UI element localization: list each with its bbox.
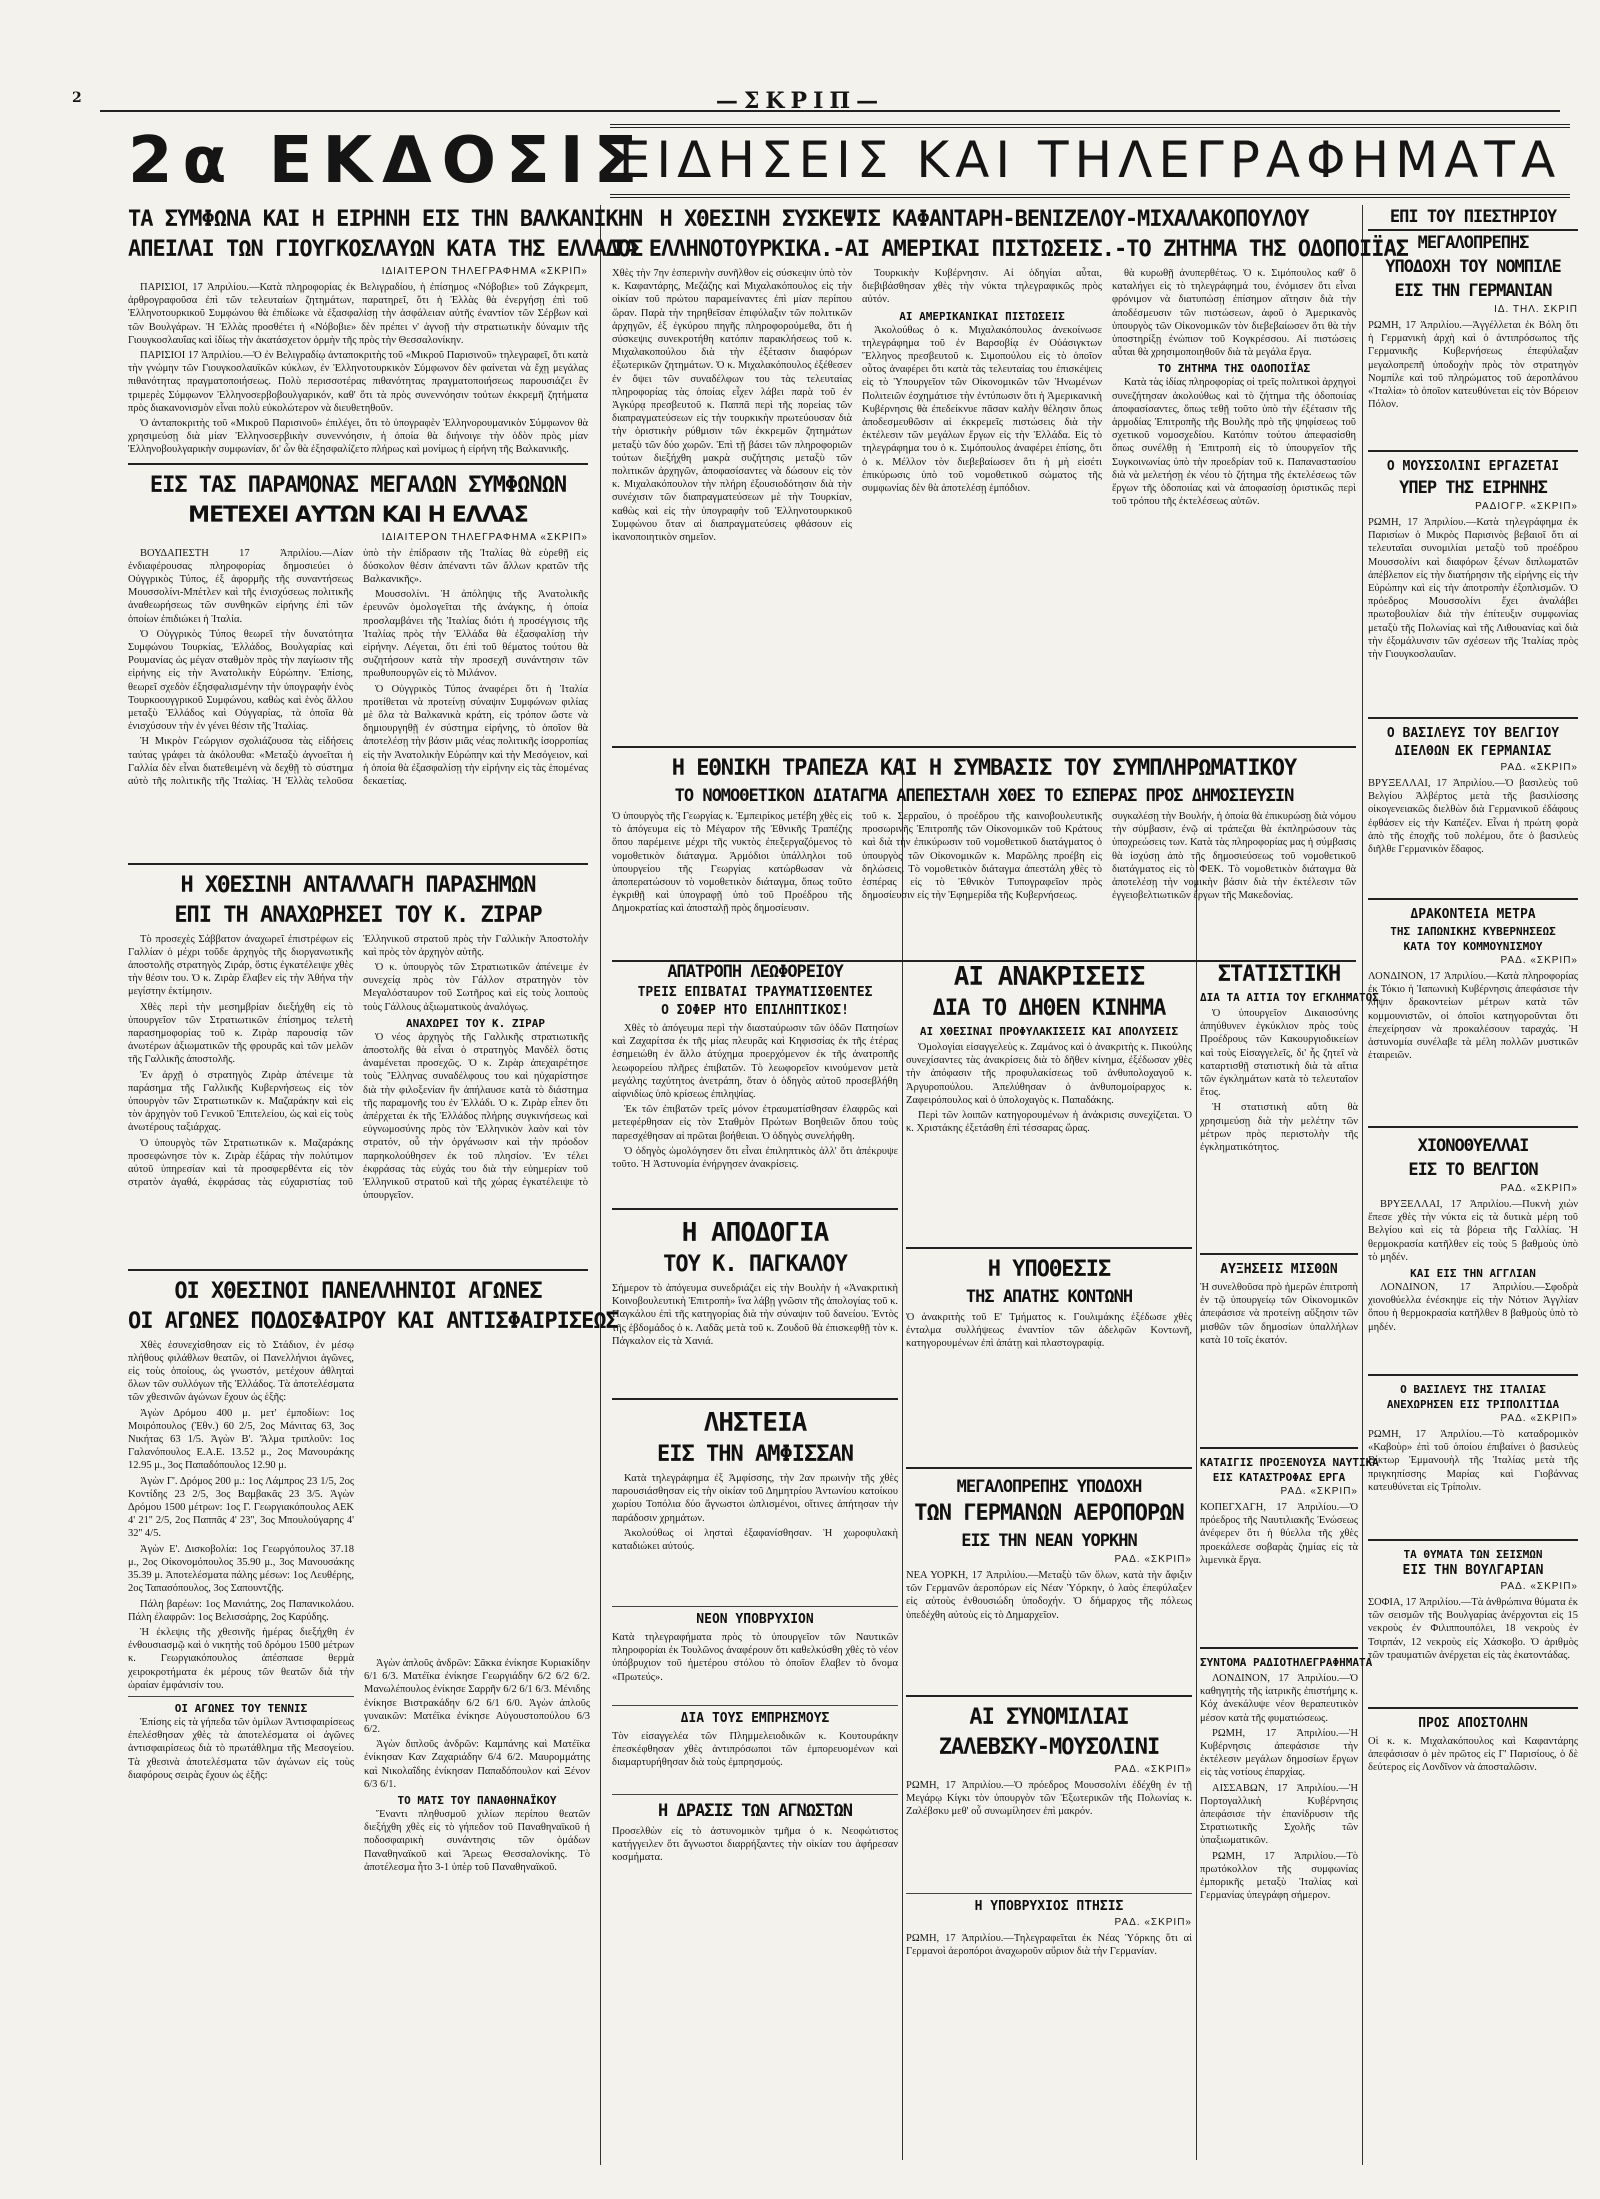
article-body <box>1368 1198 1578 1368</box>
article-headline: Η ΑΠΟΔΟΓΙΑ <box>681 1218 829 1248</box>
article-headline: ΣΥΝΤΟΜΑ ΡΑΔΙΟΤΗΛΕΓΡΑΦΗΜΑΤΑ <box>1200 1656 1373 1669</box>
section-rule <box>128 863 588 865</box>
paragraph: Περὶ τῶν λοιπῶν κατηγορουμένων ἡ ἀνάκρισις συνεχίζεται. Ὁ κ. Χριστάκης ἐξετάσθη ἐπὶ τέσσαρας ὥρας. <box>906 1110 1192 1135</box>
section-rule <box>1368 1374 1578 1376</box>
article-headline: ΜΕΓΑΛΟΠΡΕΠΗΣ <box>1417 233 1529 253</box>
paragraph: Κατὰ τὰς ἰδίας πληροφορίας οἱ τρεῖς πολιτικοὶ ἀρχηγοὶ συνεζήτησαν ἀκολούθως καὶ τὸ ζήτημα τῆς ὁδοποιίας ἀποφασίσαντες, ὅπως τεθῇ τοῦτο ὑπὸ τὴν ἐξέτασιν τῆς ἀρμοδίας Ἐπιτροπῆς τῆς Βουλῆς πρὸ τῆς ψηφίσεως τοῦ σχετικοῦ νομοσχεδίου. Κατόπιν τούτου ἀπεφασίσθη ὅπως συνέλθῃ ἡ Ἐπιτροπὴ εἰς τὸ ὑπουργεῖον τῆς Συγκοινωνίας ὑπὸ τὴν προεδρίαν τοῦ κ. Παπαναστασίου διὰ νὰ μελετήσῃ ἐκ νέου τὸ ζήτημα τῆς ἐκτελέσεως τῶν ἔργων τῆς ὁδοποιίας καὶ νὰ ἀποφασίσῃ ὁριστικῶς περὶ τοῦ τρόπου τῆς ἐκτελέσεως αὐτῶν. <box>1112 377 1356 508</box>
article-credit: ΡΑΔ. «ΣΚΡΙΠ» <box>1500 762 1578 773</box>
column-rule <box>902 760 903 2160</box>
section-rule <box>1368 450 1578 452</box>
article-headline: ΔΙΑ ΤΟ ΔΗΘΕΝ ΚΙΝΗΜΑ <box>932 996 1166 1021</box>
article-subheadline: ΤΟ ΝΟΜΟΘΕΤΙΚΟΝ ΔΙΑΤΑΓΜΑ ΑΠΕΠΕΣΤΑΛΗ ΧΘΕΣ ΤΟ ΕΣΠΕΡΑΣ ΠΡΟΣ ΔΗΜΟΣΙΕΥΣΙΝ <box>674 786 1294 806</box>
article-body: Ὁ ἀνακριτὴς τοῦ Ε' Τμήματος κ. Γουλιμάκης ἐξέδωσε χθὲς ἐνταλμα συλλήψεως ἐναντίον τῶν ἀδελφῶν Κοντωνῆ, κατηγορουμένων ἐπὶ ἀπάτῃ καὶ πλαστογραφίᾳ. <box>906 1312 1192 1350</box>
article-headline: Η ΥΠΟΘΕΣΙΣ <box>987 1257 1111 1282</box>
article-headline: Ο ΒΑΣΙΛΕΥΣ ΤΗΣ ΙΤΑΛΙΑΣ <box>1400 1383 1546 1396</box>
paragraph: Ὁ ὁδηγὸς ὡμολόγησεν ὅτι εἶναι ἐπιληπτικὸς ἀλλ' ὅτι ἀπέκρυψε τοῦτο. Ἡ Ἀστυνομία ἐνήργησεν ἀνακρίσεις. <box>612 1145 898 1171</box>
paragraph: Χθὲς τὸ ἀπόγευμα περὶ τὴν διασταύρωσιν τῶν ὁδῶν Πατησίων καὶ Ζαχαρίτσα ἐκ τῆς μίας πλευρᾶς καὶ Κηφισσίας ἐκ τῆς ἑτέρας ἐσημειώθη ἐν ἄλλο ἀτύχημα προερχόμενον ἐκ τῆς ἀνατροπῆς λεωφορείου πλῆρες ἐπιβατῶν. Τὸ λεωφορεῖον κινούμενον μετὰ μεγάλης ταχύτητος ἀνετράπη, ὅταν ὁ ὁδηγὸς αὐτοῦ προσεβλήθη αἰφνιδίως ὑπὸ κρίσεως ἐπιληψίας. <box>612 1023 898 1101</box>
article-headline: ΤΡΕΙΣ ΕΠΙΒΑΤΑΙ ΤΡΑΥΜΑΤΙΣΘΕΝΤΕΣ <box>637 985 873 1000</box>
article-credit: ΡΑΔΙΟΓΡ. «ΣΚΡΙΠ» <box>1475 501 1578 512</box>
article-headline: Ο ΣΟΦΕΡ ΗΤΟ ΕΠΙΛΗΠΤΙΚΟΣ! <box>661 1003 849 1018</box>
paragraph: Κατὰ τηλεγράφημα ἐξ Ἀμφίσσης, τὴν 2αν πρωινὴν τῆς χθὲς παρουσιάσθησαν εἰς τὴν οἰκίαν τοῦ Δημητρίου Ἀντωνίου κατοίκου χωρίου Τοπόλια δύο ἄγνωστοι ὡπλισμένοι, οἵτινες ἀπήτησαν τὴν παράδοσιν χρημάτων. <box>612 1473 898 1524</box>
article-body <box>906 1041 1192 1241</box>
paragraph: Ἐπίσης εἰς τὰ γήπεδα τῶν ὁμίλων Ἀντισφαιρίσεως ἐπελέσθησαν χθὲς τὰ ἀποτελέσματα οἱ ἀγῶνες ἀντισφαιρίσεως διὰ τὸ πρωτάθλημα τῆς Μεσογείου. Τὰ χθεσινὰ ἀποτελέσματα τῶν ἀγώνων εἰς τοὺς διαφόρους σειρὰς ἔχουν ὡς ἑξῆς: <box>128 1716 354 1781</box>
article-body <box>128 547 588 857</box>
article-headline: ΧΙΟΝΟΘΥΕΛΛΑΙ <box>1417 1136 1529 1156</box>
article-credit: ΙΔΙΑΙΤΕΡΟΝ ΤΗΛΕΓΡΑΦΗΜΑ «ΣΚΡΙΠ» <box>381 266 588 277</box>
section-rule <box>1368 1539 1578 1541</box>
paragraph: Ἀκολούθως οἱ λησταὶ ἐξαφανίσθησαν. Ἡ χωροφυλακὴ καταδιώκει αὐτούς. <box>612 1527 898 1553</box>
article-body: ΣΟΦΙΑ, 17 Ἀπριλίου.—Τὰ ἀνθρώπινα θύματα ἐκ τῶν σεισμῶν τῆς Βουλγαρίας ἀνέρχονται εἰς 15 νεκροὺς ἐν Φιλιππουπόλει, 18 νεκροὺς ἐν Τσιρπάν, 12 νεκροὺς εἰς Χάσκοβο. Ὁ ἀριθμὸς τῶν τραυματιῶν ἀνέρχεται εἰς τὰς ἑκατοντάδας. <box>1368 1597 1578 1661</box>
article-headline: ΠΡΟΣ ΑΠΟΣΤΟΛΗΝ <box>1418 1716 1528 1731</box>
article-credit: ΙΔ. ΤΗΛ. ΣΚΡΙΠ <box>1494 304 1578 315</box>
article-headline: Η ΧΘΕΣΙΝΗ ΑΝΤΑΛΛΑΓΗ ΠΑΡΑΣΗΜΩΝ <box>180 872 536 898</box>
article-body: ΛΟΝΔΙΝΟΝ, 17 Ἀπριλίου.—Κατὰ πληροφορίας ἐκ Τόκιο ἡ Ἰαπωνικὴ Κυβέρνησις ἀπεφάσισε τὴν λῆψιν δρακοντείων μέτρων κατὰ τῶν κομμουνιστῶν, οἱ ὁποῖοι κατηγοροῦνται ὅτι ἐπεχείρησαν νὰ προκαλέσουν ταραχάς. Ἡ ἀστυνομία συνέλαβε τὰ μέλη πολλῶν μυστικῶν ἑταιρειῶν. <box>1368 971 1578 1062</box>
paragraph: ΡΩΜΗ, 17 Ἀπριλίου.—Ἡ Κυβέρνησις ἀπεφάσισε τὴν ἐκτέλεσιν μεγάλων δημοσίων ἔργων εἰς τὰς νοτίους ἐπαρχίας. <box>1200 1727 1358 1779</box>
section-rule <box>1368 717 1578 719</box>
article-subheadline: ΑΙ ΧΘΕΣΙΝΑΙ ΠΡΟΦΥΛΑΚΙΣΕΙΣ ΚΑΙ ΑΠΟΛΥΣΕΙΣ <box>919 1025 1179 1038</box>
article-body: Σήμερον τὸ ἀπόγευμα συνεδριάζει εἰς τὴν Βουλὴν ἡ «Ἀνακριτικὴ Κοινοβουλευτικὴ Ἐπιτροπὴ» ἵνα λάβῃ γνῶσιν τῆς ἀπολογίας τοῦ κ. Παγκάλου ἐπὶ τῆς κατηγορίας διὰ τὴν σύναψιν τοῦ δανείου. Ἐντὸς τῆς ἑβδομάδος ὁ κ. Λαδᾶς μετὰ τοῦ κ. Ζουδοῦ θὰ ἐπισκεφθῇ τὸν κ. Πάγκαλον εἰς τὰ Χανιά. <box>612 1283 898 1347</box>
article-headline: ΔΙΑ ΤΟΥΣ ΕΜΠΡΗΣΜΟΥΣ <box>680 1711 830 1726</box>
article-headline: ΕΠΙ ΤΗ ΑΝΑΧΩΡΗΣΕΙ ΤΟΥ Κ. ΖΙΡΑΡ <box>174 902 542 928</box>
article-headline: ΜΕΤΕΧΕΙ ΑΥΤΩΝ ΚΑΙ Η ΕΛΛΑΣ <box>188 502 528 528</box>
article-headline: Ο ΒΑΣΙΛΕΥΣ ΤΟΥ ΒΕΛΓΙΟΥ <box>1386 726 1560 741</box>
article-headline: Ο ΜΟΥΣΣΟΛΙΝΙ ΕΡΓΑΖΕΤΑΙ <box>1386 459 1560 474</box>
article-body: ΡΩΜΗ, 17 Ἀπριλίου.—Ὁ πρόεδρος Μουσσολίνι ἐδέχθη ἐν τῇ Μεγάρῳ Κίγκι τὸν ὑπουργὸν τῶν Ἐξωτερικῶν τῆς Πολωνίας κ. Ζαλέβσκυ μεθ' οὗ συνωμίλησεν ἐπὶ μακρόν. <box>906 1780 1192 1818</box>
article-headline: ΝΕΟΝ ΥΠΟΒΡΥΧΙΟΝ <box>696 1612 814 1627</box>
paragraph: Ἀγὼν Γ'. Δρόμος 200 μ.: 1ος Λάμπρος 23 1/5, 2ος Κοντίδης 23 2/5, 3ος Βαμβακᾶς 23 3/5. Ἀγὼν Δρόμου 1500 μέτρων: 1ος Γ. Γεωργιακόπουλος ΑΕΚ 4' 21'' 2/5, 2ος Παππᾶς 4' 23'', 3ος Μπουλούγαρης 4' 32'' 4/5. <box>128 1475 354 1540</box>
paragraph: Ὁ ὑπουργὸς τῶν Στρατιωτικῶν κ. Μαζαράκης προσεφώνησε τὸν κ. Ζιρὰρ ἐξάρας τὴν πολύτιμον αὐτοῦ ὑπηρεσίαν καὶ τὰ προσφερθέντα εἰς τὸν στρατὸν ἀγαθά, ἐκφράσας τὰς εὐχαριστίας τοῦ Ἑλληνικοῦ στρατοῦ πρὸς τὴν Γαλλικὴν Ἀποστολὴν καὶ πρὸς τὸν ἀρχηγὸν αὐτῆς. <box>128 933 588 1189</box>
article-body <box>128 281 588 457</box>
article-headline: ΚΑΤΑΙΓΙΣ ΠΡΟΞΕΝΟΥΣΑ ΝΑΥΤΙΚΑ <box>1200 1456 1379 1469</box>
article-body: Τὸν εἰσαγγελέα τῶν Πλημμελειοδικῶν κ. Κουτουράκην ἐπεσκέφθησαν χθὲς ἀντιπρόσωποι τῶν ἐμπορευομένων καὶ διαμαρτυρήθησαν διὰ τοὺς ἐμπρησμούς. <box>612 1731 898 1769</box>
paragraph: Ὁμολογίαι εἰσαγγελεὺς κ. Ζαμάνος καὶ ὁ ἀνακριτὴς κ. Πικούλης συνεχίσαντες τὰς ἀνακρίσεις διὰ τὸ δῆθεν κίνημα, ἐξέδωσαν χθὲς τὴν ἀπόφασιν τῆς προφυλακίσεως τοῦ ἀνθυπολοχαγοῦ κ. Ἀργυροπούλου. Ἀπελύθησαν ὁ ἀνθυπομοίραρχος κ. Ζαφειρόπουλος καὶ ὁ ὑπολοχαγὸς κ. Παπαδάκης. <box>906 1042 1192 1106</box>
section-rule <box>128 1696 354 1697</box>
column-4 <box>1200 960 1379 2096</box>
section-rule <box>1368 1707 1578 1709</box>
paragraph: Ἀγὼν ἀπλοῦς ἀνδρῶν: Σᾶκκα ἐνίκησε Κυριακίδην 6/1 6/3. Ματέϊκα ἐνίκησε Γεωργιάδην 6/2 6/2 6/2. Μανωλέπουλος ἐνίκησε Σαρρῆν 6/2 6/1 6/3. Μένιδης ἐνίκησε Βιστρακάδην 6/2 6/1 6/0. Ἀγὼν ἀπλοῦς γυναικῶν: Ματέϊκα ἐνίκησε Αὐγουστοπούλου 6/3 6/2. <box>364 1658 590 1736</box>
paragraph: Τὸ προσεχὲς Σάββατον ἀναχωρεῖ ἐπιστρέφων εἰς Γαλλίαν ὁ μέχρι τοῦδε ἀρχηγὸς τῆς διοργανωτικῆς ἀποστολῆς στρατηγὸς Ζιράρ, ὅστις ἐγκατέλειψε χθὲς τὴν θέσιν του. Ὁ κ. Ζιρὰρ ἔλαβεν εἰς τὴν Ἀθήνα τὴν μεγίστην ἐκτίμησιν. <box>128 933 353 998</box>
article-body <box>1112 267 1356 707</box>
section-rule <box>612 746 1356 748</box>
article-headline: ΕΙΣ ΤΟ ΒΕΛΓΙΟΝ <box>1408 1160 1538 1180</box>
paragraph: Ἡ Μικρὸν Γεώργιον σχολιάζουσα τὰς εἰδήσεις ταύτας γράφει τὰ ἀκόλουθα: «Μεταξὺ ἀγνοεῖται ἡ Γαλλία δὲν εἶναι διατεθειμένη νὰ δεχθῇ τὸ σύστημα αὐτὸ τῆς πολιτικῆς τῆς Ἰταλίας. Ἡ Ἑλλὰς τελοῦσα ὑπὸ τὴν ἐπίδρασιν τῆς Ἰταλίας θὰ εὑρεθῇ εἰς δύσκολον θέσιν ἀπέναντι τῶν ἄλλων κρατῶν τῆς Βαλκανικῆς». <box>128 547 588 788</box>
subheading: ΟΙ ΑΓΩΝΕΣ ΤΟΥ ΤΕΝΝΙΣ <box>174 1701 308 1715</box>
article-headline: ΜΕΓΑΛΟΠΡΕΠΗΣ ΥΠΟΔΟΧΗ <box>956 1477 1142 1497</box>
subheading: ΤΟ ΜΑΤΣ ΤΟΥ ΠΑΝΑΘΗΝΑΪΚΟΥ <box>397 1794 557 1808</box>
article-credit: ΡΑΔ. «ΣΚΡΙΠ» <box>1280 1486 1358 1497</box>
article-body <box>862 267 1102 707</box>
paragraph: ΡΩΜΗ, 17 Ἀπριλίου.—Τὸ πρωτόκολλον τῆς συμφωνίας ἐμπορικῆς μεταξὺ Ἰταλίας καὶ Γερμανίας ὑπεγράφη σήμερον. <box>1200 1850 1358 1902</box>
article-subheadline: ΤΑ ΕΛΛΗΝΟΤΟΥΡΚΙΚΑ.-ΑΙ ΑΜΕΡΙΚΑΙ ΠΙΣΤΩΣΕΙΣ.-ΤΟ ΖΗΤΗΜΑ ΤΗΣ ΟΔΟΠΟΙΪΑΣ <box>612 237 1408 262</box>
article-headline: ΕΙΣ ΤΗΝ ΒΟΥΛΓΑΡΙΑΝ <box>1402 1563 1544 1578</box>
article-headline: ΥΠΕΡ ΤΗΣ ΕΙΡΗΝΗΣ <box>1399 478 1547 498</box>
article-credit: ΡΑΔ. «ΣΚΡΙΠ» <box>1114 1917 1192 1928</box>
article-body: Προσελθὼν εἰς τὸ ἀστυνομικὸν τμῆμα ὁ κ. Νεοφώτιστος κατήγγειλεν ὅτι ἄγνωστοι διαρρήξαντες τὴν οἰκίαν του ἀφήρεσαν κοσμήματα. <box>612 1826 898 1864</box>
paragraph: Μουσσολίνι. Ἡ ἀπόληψις τῆς Ἀνατολικῆς ἐρευνῶν ὁμολογεῖται τῆς ἀνάγκης, ἡ ὁποία προσλαμβάνει τῆς Ἰταλίας διότι ἡ προσέγγισις τῆς Ἰταλίας πρὸς τὴν Ἑλλάδα θὰ ἐξασφαλίσῃ τὴν εἰρήνην. Λέγεται, ὅτι ἐπὶ τοῦ θέματος τούτου θὰ συζητήσουν κατὰ τὴν προσεχῆ συνάντησιν τῶν πρωθυπουργῶν εἰς τὸ Μιλάνον. <box>363 589 588 680</box>
column-1-continuation <box>364 1655 590 2131</box>
article-body: Ἡ συνελθοῦσα πρὸ ἡμερῶν ἐπιτροπὴ ἐν τῷ ὑπουργείῳ τῶν Οἰκονομικῶν ἀπεφάσισε νὰ προτείνῃ αὔξησιν τῶν μισθῶν τῶν δημοσίων ὑπαλλήλων κατὰ 10 τοῖς ἑκατόν. <box>1200 1282 1358 1346</box>
section-rule <box>612 1705 898 1706</box>
paragraph: Ὁ Οὐγγρικὸς Τύπος ἀναφέρει ὅτι ἡ Ἰταλία προτίθεται νὰ προτείνῃ σύναψιν Συμφώνων φιλίας μὲ ὅλα τὰ Βαλκανικὰ κράτη, εἰς τρόπον ὥστε νὰ δημιουργηθῇ ἐν σύστημα εἰρήνης, τὸ ὁποῖον θὰ ἀποτελέσῃ τὴν βάσιν μιᾶς νέας πολιτικῆς ἰσορροπίας εἰς τὴν Ἀνατολικὴν Εὐρώπην καὶ τὴν Μεσόγειον, καὶ ἡ ὁποία θὰ ἐξασφαλίσῃ τὴν εἰρήνην εἰς τὰς ἑπομένας δεκαετίας. <box>363 683 588 788</box>
article-body: ΝΕΑ ΥΟΡΚΗ, 17 Ἀπριλίου.—Μεταξὺ τῶν ὅλων, κατὰ τὴν ἄφιξιν τῶν Γερμανῶν ἀεροπόρων εἰς Νέαν Ὑόρκην, ὁ λαὸς ἐπεφύλαξεν εἰς αὐτοὺς ἐνθουσιώδη ὑποδοχήν. Ὁ δήμαρχος τῆς πόλεως ὑπεδέχθη αὐτοὺς εἰς τὸ Δημαρχεῖον. <box>906 1570 1192 1621</box>
paragraph: Ἡ ἐκλεψις τῆς χθεσινῆς ἡμέρας διεξήχθη ἐν ἐνθουσιασμῷ καὶ ὁ νικητὴς τοῦ δρόμου 1500 μέτρων κ. Γεωργιακόπουλος ἀπέσπασε θερμὰ χειροκροτήματα ἐκ μέρους τῶν θεατῶν διὰ τὴν ὡραίαν ἐμφάνισίν του. <box>128 1626 354 1691</box>
paragraph: Ὁ Οὐγγρικὸς Τύπος θεωρεῖ τὴν δυνατότητα Συμφώνου Τουρκίας, Ἑλλάδος, Βουλγαρίας καὶ Ρουμανίας ὡς μέγαν σταθμὸν πρὸς τὴν παγίωσιν τῆς εἰρήνης εἰς τὴν Ἀνατολικὴν Εὐρώπην. Ἐπίσης, θεωρεῖ σχεδὸν ἐξησφαλισμένην τὴν ὑπογραφὴν ἑνὸς Τουρκοουγγρικοῦ Συμφώνου, καθὼς καὶ ἑνὸς ἄλλου μεταξὺ Ἑλλάδος καὶ Οὐγγαρίας, τὰ ὁποῖα θὰ ἐνισχύσουν τὴν ἐν γένει θέσιν τῆς Ἰταλίας. <box>128 628 353 733</box>
article-body: Χθὲς τὴν 7ην ἑσπερινὴν συνῆλθον εἰς σύσκεψιν ὑπὸ τὸν κ. Καφαντάρης, Μεζάζης καὶ Μιχαλακόπουλος εἰς τὴν οἰκίαν τοῦ πρώτου παραμείναντες ἐπὶ μίαν περίπου ὥραν. Παρὰ τὴν τηρηθεῖσαν ἐπιφύλαξιν τῶν πολιτικῶν ἀρχηγῶν, ἐξ ἐγκύρου πηγῆς πληροφορούμεθα, ὅτι ἡ σύσκεψις συνεκροτήθη κατόπιν παρακλήσεως τοῦ κ. Μιχαλακοπούλου διὰ τὴν ἐξέτασιν διαφόρων ἐξωτερικῶν ζητημάτων. Ὁ κ. Μιχαλακόπουλος ἐξέθεσεν ἐν ὄψει τῶν συναδέλφων του τὰς τελευταίας πληροφορίας τὰς ὁποίας εἶχεν λάβει παρὰ τοῦ ἐν Ἀγκύρᾳ πρεσβευτοῦ κ. Παππᾶ περὶ τῆς πορείας τῶν διαπραγματεύσεων εἰς τὴν τουρκικὴν πρωτεύουσαν διὰ τὴν ὁριστικὴν ρύθμισιν τῶν ἐκκρεμῶν ζητημάτων μεταξὺ τῶν δύο χωρῶν. Ἐπὶ τῇ βάσει τῶν πληροφοριῶν τούτων διεξήχθη μακρὰ συζήτησις μεταξὺ τῶν πολιτικῶν ἀρχηγῶν, ἀποφασίσαντες νὰ δώσουν εἰς τὸν κ. Μιχαλακόπουλον τὴν πλήρη ἐξουσιοδότησιν διὰ τὴν συνέχισιν τῶν διαπραγματεύσεων μὲ τὴν Τουρκίαν, καθὼς καὶ εἰς τὴν ὑπογραφὴν τοῦ Ἑλληνοτουρκικοῦ Συμφώνου ὅταν αἱ διαπραγματεύσεις φθάσουν εἰς ἱκανοποιητικὸν σημεῖον. <box>612 268 852 544</box>
article-headline: ΔΡΑΚΟΝΤΕΙΑ ΜΕΤΡΑ <box>1410 907 1536 922</box>
section-rule <box>612 1208 898 1210</box>
article-body <box>612 1472 898 1602</box>
section-heading: ΕΠΙ ΤΟΥ ΠΙΕΣΤΗΡΙΟΥ <box>1368 205 1578 231</box>
article-body: ΒΡΥΞΕΛΛΑΙ, 17 Ἀπριλίου.—Ὁ βασιλεὺς τοῦ Βελγίου Ἀλβέρτος μετὰ τῆς βασιλίσσης οἰκογενειακῶς διελθὼν διὰ Γερμανικοῦ ἐδάφους ἐφθάσεν εἰς τὴν Καπέζεν. Εἶναι ἡ πρώτη φορὰ ἀπὸ τῆς ἐποχῆς τοῦ πολέμου, ὅτε ὁ βασιλεὺς διῆλθε Γερμανικὸν ἔδαφος. <box>1368 778 1578 856</box>
paragraph: ΛΟΝΔΙΝΟΝ, 17 Ἀπριλίου.—Σφοδρὰ χιονοθύελλα ἐνέσκηψε εἰς τὴν Νότιον Ἀγγλίαν ὅπου ἡ θερμοκρασία κατῆλθεν 8 βαθμοὺς ὑπὸ τὸ μηδέν. <box>1368 1282 1578 1333</box>
article-body: συγκαλέσῃ τὴν Βουλήν, ἡ ὁποία θὰ ἐπικυρώσῃ διὰ νόμου τὴν σύμβασιν, ἐνῷ αἱ τράπεζαι θὰ ἐκπληρώσουν τὰς ὑποχρεώσεις των. Κατὰ τὰς πληροφορίας μας ἡ σύμβασις θὰ ἰσχύσῃ ἀπὸ τῆς δημοσιεύσεως τοῦ νομοθετικοῦ διατάγματος εἰς τὸ ΦΕΚ. Τὸ νομοθετικὸν διάταγμα θὰ ἀποτελέσῃ τὴν νομικὴν βάσιν διὰ τὴν ἐκτέλεσιν τῶν ἐγγειοβελτιωτικῶν ἔργων τῆς Μακεδονίας. <box>1112 811 1356 902</box>
article-headline: Η ΕΘΝΙΚΗ ΤΡΑΠΕΖΑ ΚΑΙ Η ΣΥΜΒΑΣΙΣ ΤΟΥ ΣΥΜΠΛΗΡΩΜΑΤΙΚΟΥ <box>671 756 1297 781</box>
column-2 <box>612 960 898 1889</box>
paragraph: Χθὲς ἐσυνεχίσθησαν εἰς τὸ Στάδιον, ἐν μέσῳ πλήθους φιλάθλων θεατῶν, οἱ Πανελλήνιοι ἀγῶνες, εἰς τοὺς ὁποίους, ὡς γνωστόν, μετέχουν ἀθληταὶ ὅλων τῶν συλλόγων τῆς Ἑλλάδος. Τὰ ἀποτελέσματα τῶν χθεσινῶν ἀγώνων ἔχουν ὡς ἑξῆς: <box>128 1339 354 1404</box>
article-body <box>128 933 588 1263</box>
paragraph: Ἐν ἀρχῇ ὁ στρατηγὸς Ζιρὰρ ἀπένειμε τὰ παράσημα τῆς Γαλλικῆς Κυβερνήσεως εἰς τὸν ὑπουργὸν τῶν Στρατιωτικῶν κ. Μαζαράκην καὶ εἰς τὸν ἀρχηγὸν τοῦ Γενικοῦ Ἐπιτελείου, ὡς καὶ εἰς τοὺς ἀνωτέρους ταξιάρχας. <box>128 1069 353 1134</box>
article-headline: ΑΙ ΑΝΑΚΡΙΣΕΙΣ <box>953 962 1145 992</box>
paragraph: ΛΟΝΔΙΝΟΝ, 17 Ἀπριλίου.—Ὁ καθηγητὴς τῆς ἰατρικῆς ἐπιστήμης κ. Κόχ ἀνεκάλυψε νέον θεραπευτικὸν μέσον κατὰ τῆς φυματιώσεως. <box>1200 1673 1358 1724</box>
article-headline: ΟΙ ΧΘΕΣΙΝΟΙ ΠΑΝΕΛΛΗΝΙΟΙ ΑΓΩΝΕΣ <box>174 1278 542 1304</box>
section-rule <box>1368 898 1578 900</box>
page-number: 2 <box>72 90 82 106</box>
column-rule <box>1362 205 1363 2165</box>
paragraph: Ὁ ὑπουργεῖον Δικαιοσύνης ἀπηύθυνεν ἐγκύκλιον πρὸς τοὺς Προέδρους τῶν Κακουργιοδικείων καὶ τοὺς Εἰσαγγελεῖς, δι' ἧς ζητεῖ νὰ καταρτισθῇ στατιστικὴ διὰ τὰ αἴτια τῶν ἐγκλημάτων κατὰ τὸ τελευταῖον ἔτος. <box>1200 1008 1358 1099</box>
top-rule <box>100 110 1560 112</box>
section-rule <box>612 1398 898 1400</box>
paragraph: Χθὲς περὶ τὴν μεσημβρίαν διεξήχθη εἰς τὸ ὑπουργεῖον τῶν Στρατιωτικῶν ἐπίσημος τελετὴ παρασημοφορίας τοῦ κ. Ζιρὰρ παρουσίᾳ τῶν ἀνωτέρων ἀξιωματικῶν τῆς φρουρᾶς καὶ τῶν μελῶν τῆς Γαλλικῆς ἀποστολῆς. <box>128 1001 353 1066</box>
paragraph: θὰ κυρωθῇ ἀνυπερθέτως. Ὁ κ. Σιμόπουλος καθ' ὃ καταλήγει εἰς τὸ τηλεγράφημά του, ἐνόμισεν ὅτι εἶναι φρόνιμον νὰ διατυπώσῃ ἐπίσημον αἴτησιν διὰ τὴν ἀποδέσμευσιν τῶν πιστώσεων, ἀφοῦ ὁ Ἀμερικανὸς ὑπουργὸς τῶν Οἰκονομικῶν τὸν διεβεβαίωσεν ὅτι θὰ τὴν ὑποστηρίξῃ ἐνώπιον τοῦ Κογκρέσσου. Αἱ πιστώσεις αὗται θὰ χρησιμοποιηθοῦν διὰ τὰ μεγάλα ἔργα. <box>1112 268 1356 359</box>
article-body <box>612 1022 898 1202</box>
paragraph: Ὁ ἀνταποκριτὴς τοῦ «Μικροῦ Παρισινοῦ» ἐπιλέγει, ὅτι τὸ ὑπογραφὲν Ἑλληνορουμανικὸν Σύμφωνον θὰ χρησιμεύσῃ διὰ μίαν Ἑλληνοσερβικὴν συνεννόησιν, ἡ ὁποία θὰ διήνοιγε τὴν ὁδὸν πρὸς μίαν Ἑλληνοβουλγαρικὴν συμφωνίαν, δι' ὧν θὰ ἐξησφαλίζετο πλήρως καὶ μονίμως ἡ εἰρήνη τῆς Βαλκανικῆς. <box>128 418 588 456</box>
article-headline: ΥΠΟΔΟΧΗ ΤΟΥ ΝΟΜΠΙΛΕ <box>1385 257 1561 277</box>
section-rule <box>1200 1253 1358 1255</box>
article-headline: ΕΙΣ ΤΗΝ ΑΜΦΙΣΣΑΝ <box>657 1442 853 1467</box>
article-body: ΡΩΜΗ, 17 Ἀπριλίου.—Ἀγγέλλεται ἐκ Βόλη ὅτι ἡ Γερμανικὴ ἀρχὴ καὶ ὁ ἀντιπρόσωπος τῆς Γερμανικῆς Κυβερνήσεως ἐπεφύλαξαν μεγαλοπρεπῆ ὑποδοχὴν πρὸς τὸν στρατηγὸν Νομπίλε καὶ τοῦ πληρώματος τοῦ ἀεροπλάνου «Ἰταλία» τὸ ὁποῖον κατευθύνεται εἰς τὸν Βόρειον Πόλον. <box>1368 320 1578 411</box>
paragraph: Ἀγὼν Ε'. Δισκοβολία: 1ος Γεωργόπουλος 37.18 μ., 2ος Οἰκονομόπουλος 35.90 μ., 3ος Μανουσάκης 35.39 μ. Ἀποτελέσματα πάλης μέσων: 1ος Λευθέρης, 2ος Ταπασόπουλος, 3ος Σαπουντζῆς. <box>128 1543 354 1595</box>
article-headline: ΑΥΞΗΣΕΙΣ ΜΙΣΘΩΝ <box>1220 1262 1338 1277</box>
article-credit: ΡΑΔ. «ΣΚΡΙΠ» <box>1114 1554 1192 1565</box>
paragraph: Ἀγὼν διπλοῦς ἀνδρῶν: Καμπάνης καὶ Ματέϊκα ἐνίκησαν Καν Ζαχαριάδην 6/4 6/2. Μαυρομμάτης καὶ Νικολαΐδης ἐνίκησαν Παπαδόπουλον καὶ Ξένον 6/3 6/1. <box>364 1739 590 1790</box>
section-rule <box>906 1893 1192 1894</box>
paragraph: ΑΙΣΣΑΒΩΝ, 17 Ἀπριλίου.—Ἡ Πορτογαλλικὴ Κυβέρνησις ἀπεφάσισε τὴν ἐπανίδρυσιν τῆς Στρατιωτικῆς Σχολῆς τῶν ὑπαξιωματικῶν. <box>1200 1782 1358 1847</box>
article-credit: ΡΑΔ. «ΣΚΡΙΠ» <box>1500 1413 1578 1424</box>
article-headline: Η ΥΠΟΒΡΥΧΙΟΣ ΠΤΗΣΙΣ <box>974 1899 1124 1914</box>
lower-wide-article <box>612 740 1356 968</box>
paragraph: Ἡ στατιστικὴ αὕτη θὰ χρησιμεύσῃ διὰ τὴν μελέτην τῶν μέτρων πρὸς περιστολὴν τῆς ἐγκληματικότητος. <box>1200 1102 1358 1154</box>
paragraph: ΒΟΥΔΑΠΕΣΤΗ 17 Ἀπριλίου.—Λίαν ἐνδιαφέρουσας πληροφορίας δημοσιεύει ὁ Οὐγγρικὸς Τύπος, ἐξ ἀφορμῆς τῆς συναντήσεως Μουσσολίνι-Μπέτλεν καὶ τῆς ἐνισχύσεως πολιτικῆς ἀναθεωρήσεως τῶν συνθηκῶν εἰρήνης ἐπὶ τῶν ὁποίων ἐπιδιώκει ἡ Ἰταλία. <box>128 547 353 625</box>
article-body <box>1200 1007 1358 1247</box>
paragraph: ΠΑΡΙΣΙΟΙ, 17 Ἀπριλίου.—Κατὰ πληροφορίας ἐκ Βελιγραδίου, ἡ ἐπίσημος «Νόβοβιε» τοῦ Ζάγκρεμπ, ἀρθρογραφοῦσα ἐπὶ τῶν τελευταίων ζητημάτων, παρατηρεῖ, ὅτι ἡ Ἑλλὰς θὰ ἐνεργήσῃ ἐπὶ τοῦ Ἑλληνοτουρκικοῦ Συμφώνου θὰ ἐπιδίωκε νὰ ἐξασφαλίσῃ τὴν ἀσφάλειαν αὐτῆς ἐναντίον τῶν Σέρβων καὶ τῶν Βουλγάρων. Ἡ Ἑλλὰς προσθέτει ἡ «Νόβοβιε» δὲν πρέπει ν' ἀγνοῇ τὴν στρατιωτικὴν δύναμιν τῆς Γιουγκοσλαυΐας καὶ ἰδίως τὴν ἀκατάσχετον ὁρμὴν τῆς πρὸς τὴν Θεσσαλονίκην. <box>128 282 588 346</box>
section-rule <box>1368 1126 1578 1128</box>
paragraph: Ὁ κ. ὑπουργὸς τῶν Στρατιωτικῶν ἀπένειμε ἐν συνεχείᾳ πρὸς τὸν Γάλλον στρατηγὸν τὸν Μεγαλόσταυρον τοῦ Σωτῆρος καὶ εἰς τοὺς λοιποὺς τοὺς Γάλλους ἀξιωματικοὺς ἀναλόγως. <box>363 962 588 1013</box>
article-headline: ΤΑ ΘΥΜΑΤΑ ΤΩΝ ΣΕΙΣΜΩΝ <box>1403 1548 1543 1561</box>
paragraph: Ἀκολούθως ὁ κ. Μιχαλακόπουλος ἀνεκοίνωσε τηλεγράφημα τοῦ ἐν Βαρσοβίᾳ ἐν Οὐάσιγκτων Ἕλληνος πρεσβευτοῦ κ. Σιμοπούλου εἰς τὸ ὁποῖον οὗτος ἀναφέρει ὅτι κατὰ τὰς τελευταίας του ἐπισκέψεις εἰς τὸ Ὑπουργεῖον τῶν Οἰκονομικῶν τῶν Ἡνωμένων Πολιτειῶν ἐσχημάτισε τὴν ἐντύπωσιν ὅτι ἡ Ἀμερικανικὴ Κυβέρνησις θὰ ἐπεδείκνυε πᾶσαν καλὴν θέλησιν ὅπως ἀποδεσμευθῶσιν αἱ ἐκκρεμεῖς πιστώσεις διὰ τὴν ἐκτέλεσιν τῶν μεγάλων ἔργων εἰς τὴν Ἑλλάδα. Εἰς τὸ τηλεγράφημα του ὁ κ. Σιμόπουλος ἀναφέρει ἐπίσης, ὅτι ὁ κ. Μέλλον τὸν διεβεβαίωσεν ὅτι ἡ μὴ εἰσέτι ἐπικύρωσις ὑπὸ τοῦ νομοθετικοῦ σώματος τῆς συμφωνίας δὲν θὰ ἀποτελέσῃ ἐμπόδιον. <box>862 324 1102 495</box>
column-5 <box>1368 205 1578 1789</box>
section-rule <box>128 1269 588 1271</box>
article-body: ΡΩΜΗ, 17 Ἀπριλίου.—Κατὰ τηλεγράφημα ἐκ Παρισίων ὁ Μικρὸς Παρισινὸς βεβαιοῖ ὅτι αἱ τελευταῖαι συνομιλίαι μεταξὺ τοῦ προέδρου Μουσσολίνι καὶ διαφόρων ξένων διπλωματῶν ἀπέβλεπον εἰς τὴν διατήρησιν τῆς εἰρήνης εἰς τὴν Εὐρώπην καὶ εἰς τὴν ἀποτροπὴν ἐξοπλισμῶν. Ὁ πρόεδρος Μουσσολίνι ἔχει ἀναλάβει πρωτοβουλίαν διὰ τὴν ἐπίτευξιν συμφωνίας μεταξὺ τῆς Πολωνίας καὶ τῆς Λιθουανίας καὶ διὰ τὴν ἐξομάλυνσιν τῶν σχέσεων τῆς Ἰταλίας πρὸς τὴν Γιουγκοσλαυΐαν. <box>1368 517 1578 661</box>
article-headline: ΤΟΥ Κ. ΠΑΓΚΑΛΟΥ <box>663 1252 847 1277</box>
article-body <box>128 1339 354 1959</box>
subheading: ΑΝΑΧΩΡΕΙ ΤΟΥ Κ. ΖΙΡΑΡ <box>405 1016 546 1030</box>
paragraph: ΒΡΥΞΕΛΛΑΙ, 17 Ἀπριλίου.—Πυκνὴ χιὼν ἔπεσε χθὲς τὴν νύκτα εἰς τὰ δυτικὰ μέρη τοῦ Βελγίου καὶ εἰς τὰ βόρεια τῆς Γαλλίας. Ἡ θερμοκρασία κατῆλθεν εἰς τοὺς 5 βαθμοὺς ὑπὸ τὸ μηδέν. <box>1368 1199 1578 1263</box>
article-body: ΚΟΠΕΓΧΑΓΗ, 17 Ἀπριλίου.—Ὁ πρόεδρος τῆς Ναυτιλιακῆς Ἑνώσεως ἀνέφερεν ὅτι ἡ θύελλα τῆς χθὲς προεκάλεσε σοβαρὰς ζημίας εἰς τὰ λιμενικὰ ἔργα. <box>1200 1502 1358 1566</box>
column-rule <box>1196 860 1197 2160</box>
column-rule <box>600 205 601 2165</box>
article-headline: ΔΙΕΛΘΩΝ ΕΚ ΓΕΡΜΑΝΙΑΣ <box>1394 744 1552 759</box>
article-headline: Η ΔΡΑΣΙΣ ΤΩΝ ΑΓΝΩΣΤΩΝ <box>658 1801 852 1821</box>
paragraph: Ὁ νέος ἀρχηγὸς τῆς Γαλλικῆς στρατιωτικῆς ἀποστολῆς θὰ εἶναι ὁ στρατηγὸς Μανδὲλ ὅστις ἀναμένεται προσεχῶς. Ὁ κ. Ζιρὰρ ἀπεχαιρέτησε τοὺς Ἕλληνας συναδέλφους του καὶ ηὐχαρίστησε διὰ τὴν φιλοξενίαν ἣν ἀπήλαυσε κατὰ τὸ διάστημα τῆς παραμονῆς του ἐν Ἑλλάδι. Ὁ κ. Ζιρὰρ εἶπεν ὅτι ἀπέρχεται ἐκ τῆς Ἑλλάδος πλήρης συγκινήσεως καὶ εὐγνωμοσύνης πρὸς τὸν Ἑλληνικὸν λαὸν καὶ τὸν στρατόν, οὗ τὴν ὀργάνωσιν καὶ τὴν πρόοδον παρηκολούθησεν ἐκ τοῦ πλησίον. Ἐν τέλει ἐκφράσας τὰς εὐχάς του διὰ τὴν εὐημερίαν τοῦ Ἑλληνικοῦ στρατοῦ καὶ τῆς χώρας ἐγκατέλειψε τὸ ὑπουργεῖον. <box>363 1031 588 1202</box>
article-credit: ΡΑΔ. «ΣΚΡΙΠ» <box>1114 1764 1192 1775</box>
column-3 <box>906 960 1192 1996</box>
article-headline: Η ΧΘΕΣΙΝΗ ΣΥΣΚΕΨΙΣ ΚΑΦΑΝΤΑΡΗ-ΒΕΝΙΖΕΛΟΥ-ΜΙΧΑΛΑΚΟΠΟΥΛΟΥ <box>659 207 1309 232</box>
section-rule <box>612 1794 898 1795</box>
article-headline: ΔΙΑ ΤΑ ΑΙΤΙΑ ΤΟΥ ΕΓΚΛΗΜΑΤΟΣ <box>1200 991 1379 1004</box>
article-headline: ΤΑ ΣΥΜΦΩΝΑ ΚΑΙ Η ΕΙΡΗΝΗ ΕΙΣ ΤΗΝ ΒΑΛΚΑΝΙΚΗΝ <box>128 207 643 232</box>
subheading: ΑΙ ΑΜΕΡΙΚΑΝΙΚΑΙ ΠΙΣΤΩΣΕΙΣ <box>899 309 1065 323</box>
paragraph: Τουρκικὴν Κυβέρνησιν. Αἱ ὁδηγίαι αὗται, διεβιβάσθησαν χθὲς τὴν νύκτα τηλεγραφικῶς πρὸς αὐτόν. <box>862 268 1102 306</box>
article-body <box>1200 1672 1358 2092</box>
subheading: ΚΑΙ ΕΙΣ ΤΗΝ ΑΓΓΛΙΑΝ <box>1410 1267 1536 1281</box>
paragraph: Ἐκ τῶν ἐπιβατῶν τρεῖς μόνον ἐτραυματίσθησαν ἐλαφρῶς καὶ μετεφέρθησαν εἰς τὸν Σταθμὸν Πρώτων Βοηθειῶν ὅπου τοὺς παρεσχέθησαν αἱ πρῶται βοήθειαι. Ὁ ὁδηγὸς συνελήφθη. <box>612 1104 898 1142</box>
article-headline: ΑΙ ΣΥΝΟΜΙΛΙΑΙ <box>969 1705 1129 1730</box>
article-headline: ΤΩΝ ΓΕΡΜΑΝΩΝ ΑΕΡΟΠΟΡΩΝ <box>914 1501 1184 1526</box>
article-body: Ὁ ὑπουργὸς τῆς Γεωργίας κ. Ἐμπειρίκος μετέβη χθὲς εἰς τὸ ἀπόγευμα εἰς τὸ Μέγαρον τῆς Ἐθνικῆς Τραπέζης ὅπου παρέμεινε μέχρι τῆς νυκτὸς ἐπεξεργαζόμενος τὸ νομοθετικὸν διάταγμα. Ἀρμόδιοι ὑπάλληλοι τοῦ ὑπουργείου τῆς Γεωργίας κατώρθωσαν νὰ ἀποπερατώσουν τὸ νομοθετικὸν διάταγμα, ὅπως τοῦτο ἐγκριθῇ καὶ ὑπογραφῇ ὑπὸ τοῦ Προέδρου τῆς Δημοκρατίας καὶ ἀποσταλῇ πρὸς δημοσίευσιν. <box>612 811 852 915</box>
article-columns <box>612 808 1356 954</box>
article-body: τοῦ κ. Σερραῖου, ὁ προέδρου τῆς καινοβουλευτικῆς προσωρινῆς Ἐπιτροπῆς τῶν Οἰκονομικῶν τοῦ Κράτους καὶ διὰ τὴν ἐπικύρωσιν τοῦ νομοθετικοῦ διατάγματος ὁ ὑπουργὸς τῶν Οἰκονομικῶν κ. Μαρῶλης προέβη εἰς δηλώσεις. Τὸ νομοθετικὸν διάταγμα ἀπεστάλη χθὲς τὸ ἑσπέρας εἰς τὸ Ἐθνικὸν Τυπογραφεῖον πρὸς δημοσίευσιν εἰς τὴν Ἐφημερίδα τῆς Κυβερνήσεως. <box>862 811 1102 902</box>
upper-wide-article <box>612 205 1408 711</box>
article-headline: ΕΙΣ ΤΑΣ ΠΑΡΑΜΟΝΑΣ ΜΕΓΑΛΩΝ ΣΥΜΦΩΝΩΝ <box>149 472 567 498</box>
article-body: Οἱ κ. κ. Μιχαλακόπουλος καὶ Καφαντάρης ἀπεφάσισαν ὁ μὲν πρῶτος εἰς Γ' Παρισίους, ὁ δὲ δεύτερος εἰς Λονδῖνον νὰ ἀποσταλῶσιν. <box>1368 1736 1578 1774</box>
article-headline: ΣΤΑΤΙΣΤΙΚΗ <box>1217 962 1341 987</box>
article-headline: ΤΗΣ ΑΠΑΤΗΣ ΚΟΝΤΩΝΗ <box>965 1287 1133 1307</box>
article-credit: ΡΑΔ. «ΣΚΡΙΠ» <box>1500 1581 1578 1592</box>
article-headline: ΟΙ ΑΓΩΝΕΣ ΠΟΔΟΣΦΑΙΡΟΥ ΚΑΙ ΑΝΤΙΣΦΑΙΡΙΣΕΩΣ <box>128 1308 618 1334</box>
paragraph: Ἀγὼν Δρόμου 400 μ. μετ' ἐμποδίων: 1ος Μοιρόπουλος (Ἐθν.) 60 2/5, 2ος Μάνιτας 63, 3ος Νικήτας 63 1/5. Ἀγὼν Β'. Ἅλμα τριπλοῦν: 1ος Γαλανόπουλος Ε.Α.Ε. 13.52 μ., 2ος Μανουράκης 12.95 μ., 3ος Παπαδόπουλος 12.90 μ. <box>128 1407 354 1472</box>
article-headline: ΖΑΛΕΒΣΚΥ-ΜΟΥΣΟΛΙΝΙ <box>938 1735 1160 1760</box>
article-headline: ΕΙΣ ΤΗΝ ΓΕΡΜΑΝΙΑΝ <box>1394 281 1552 301</box>
masthead-title: —ΣΚΡΙΠ— <box>715 88 885 114</box>
article-body: Κατὰ τηλεγραφήματα πρὸς τὸ ὑπουργεῖον τῶν Ναυτικῶν πληροφορίαι ἐκ Τουλῶνος ἀναφέρουν ὅτι καθελκύσθη χθὲς τὸ νέον ὑπόβρυχιον τοῦ ἡμετέρου στόλου τὸ ὁποῖον ἔλαβεν τὸ ὄνομα «Πρωτεύς». <box>612 1632 898 1683</box>
article-columns <box>612 265 1356 711</box>
article-headline: ΚΑΤΑ ΤΟΥ ΚΟΜΜΟΥΝΙΣΜΟΥ <box>1403 940 1543 953</box>
article-credit: ΡΑΔ. «ΣΚΡΙΠ» <box>1500 955 1578 966</box>
article-credit: ΡΑΔ. «ΣΚΡΙΠ» <box>1500 1183 1578 1194</box>
paragraph: Ἔναντι πληθυσμοῦ χιλίων περίπου θεατῶν διεξήχθη χθὲς εἰς τὸ γήπεδον τοῦ Παναθηναϊκοῦ ἡ ποδοσφαιρικὴ συνάντησις τῶν ὁμάδων Παναθηναϊκοῦ καὶ Ἄρεως Θεσσαλονίκης. Τὸ ἀποτέλεσμα ἦτο 3-1 ὑπὲρ τοῦ Παναθηναϊκοῦ. <box>364 1809 590 1873</box>
article-body: ΡΩΜΗ, 17 Ἀπριλίου.—Τηλεγραφεῖται ἐκ Νέας Ὑόρκης ὅτι αἱ Γερμανοὶ ἀεροπόροι ἀναχωροῦν αὔριον διὰ τὴν Γερμανίαν. <box>906 1933 1192 1958</box>
article-headline: ΤΗΣ ΙΑΠΩΝΙΚΗΣ ΚΥΒΕΡΝΗΣΕΩΣ <box>1390 925 1556 938</box>
article-headline: ΑΝΕΧΩΡΗΣΕΝ ΕΙΣ ΤΡΙΠΟΛΙΤΙΔΑ <box>1386 1398 1560 1411</box>
section-rule <box>1200 1647 1358 1649</box>
paragraph: ΠΑΡΙΣΙΟΙ 17 Ἀπριλίου.—Ὁ ἐν Βελιγραδίῳ ἀνταποκριτὴς τοῦ «Μικροῦ Παρισινοῦ» τηλεγραφεῖ, ὅτι κατὰ τὴν γνώμην τῶν Γιουγκοσλαυϊκῶν κύκλων, ἐν Ἑλληνοτουρκικὸν Σύμφωνον δὲν φαίνεται νὰ ἔχῃ μεγάλας πιθανότητας πραγματοποιήσεως. Πολὺ περισσοτέρας πιθανότητας πραγματοποιήσεως παρουσιάζει ἓν τριμερὲς Σύμφωνον Ἑλληνοσερβοβουλγαρικόν, καθ' ὅτι τὰ πρὸς συνεννόησιν τούτων ἐκκρεμῆ ζητήματα πρὸς διακανονισμὸν εἶναι πολὺ εὐκολώτερον νὰ διευθετηθοῦν. <box>128 350 588 414</box>
article-body <box>364 1657 590 2127</box>
article-headline: ΛΗΣΤΕΙΑ <box>703 1408 807 1438</box>
section-rule <box>906 1247 1192 1249</box>
section-rule <box>906 1695 1192 1697</box>
section-rule <box>612 1606 898 1607</box>
news-banner: ΕΙΔΗΣΕΙΣ ΚΑΙ ΤΗΛΕΓΡΑΦΗΜΑΤΑ <box>610 124 1570 198</box>
edition-label: 2α ΕΚΔΟΣΙΣ <box>128 124 648 198</box>
article-body: ΡΩΜΗ, 17 Ἀπριλίου.—Τὸ καταδρομικὸν «Καβοὺρ» ἐπὶ τοῦ ὁποίου ἐπιβαίνει ὁ βασιλεὺς Βίκτωρ Ἐμμανουὴλ τῆς Ἰταλίας μετὰ τῆς πριγκηπίσσης Μαρίας καὶ Γιοβάννας κατευθύνεται εἰς Τρίπολιν. <box>1368 1429 1578 1493</box>
section-rule <box>1200 1447 1358 1449</box>
article-headline: ΑΠΕΙΛΑΙ ΤΩΝ ΓΙΟΥΓΚΟΣΛΑΥΩΝ ΚΑΤΑ ΤΗΣ ΕΛΛΑΔΟΣ <box>128 237 643 262</box>
article-headline: ΕΙΣ ΚΑΤΑΣΤΡΟΦΑΣ ΕΡΓΑ <box>1212 1471 1346 1484</box>
section-rule <box>906 1467 1192 1469</box>
paragraph: Πάλη βαρέων: 1ος Μανιάτης, 2ος Παπανικολάου. Πάλη ἐλαφρῶν: 1ος Βελισσάρης, 2ος Καρύδης. <box>128 1598 354 1623</box>
article-headline: ΑΠΑΤΡΟΠΗ ΛΕΩΦΟΡΕΙΟΥ <box>667 962 843 982</box>
section-rule <box>128 463 588 465</box>
article-headline: ΕΙΣ ΤΗΝ ΝΕΑΝ ΥΟΡΚΗΝ <box>961 1531 1137 1551</box>
subheading: ΤΟ ΖΗΤΗΜΑ ΤΗΣ ΟΔΟΠΟΙΪΑΣ <box>1157 362 1311 376</box>
article-credit: ΙΔΙΑΙΤΕΡΟΝ ΤΗΛΕΓΡΑΦΗΜΑ «ΣΚΡΙΠ» <box>381 531 588 543</box>
